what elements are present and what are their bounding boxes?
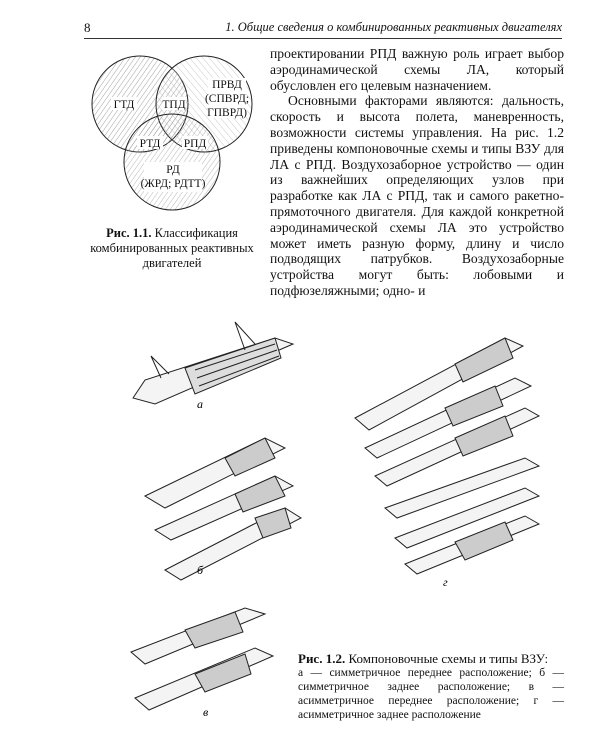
chapter-title: 1. Общие сведения о комбинированных реактивных двигателях [225, 20, 562, 34]
running-header [84, 18, 562, 39]
sub-label-v: в [203, 705, 209, 719]
sub-label-a: а [197, 397, 203, 411]
figure1-caption [84, 226, 260, 271]
label-rd-sub: (ЖРД; РДТТ) [140, 178, 206, 190]
figure1-text: Классификация комбинированных реактивных двигателей [90, 226, 254, 270]
sub-label-b: б [197, 563, 204, 577]
label-rd: РД [166, 164, 180, 176]
sub-label-g: г [443, 575, 448, 589]
label-rtd: РТД [139, 138, 161, 150]
figure2-label: Рис. 1.2. [298, 651, 346, 666]
figure2-text: а — симметричное переднее расположение; б — симметричное заднее расположение; в — асимметричное переднее расположение; г — асимметричное заднее расположение [298, 667, 564, 721]
page-number: 8 [84, 20, 91, 35]
label-prvd: ПРВД [212, 79, 242, 91]
venn-diagram [80, 52, 264, 222]
missile-g6 [405, 516, 539, 574]
label-gtd: ГТД [113, 99, 135, 111]
paragraph-2: Основными факторами являются: дальность, скорость и высота полета, маневренность, возможности системы управления. На рис. 1.2 приведены компоновочные схемы и типы ВЗУ для ЛА с РПД. Воздухозаборное устройство — один из важнейших определяющих узлов при разработке как ЛА с РПД, так и самого ракетно-прямоточного двигателя. Для каждой конкретной аэродинамической схемы ЛА это устройство может иметь разную форму, длину и число подводящих патрубков. Воздухозаборные устройства могут быть: лобовыми и подфюзеляжными; одно- и [270, 93, 564, 298]
label-rpd: РПД [183, 138, 207, 150]
label-tpd: ТПД [162, 99, 186, 111]
label-prvd-sub1: (СПВРД; [204, 93, 250, 105]
figure2-caption [298, 652, 564, 722]
body-text [270, 46, 564, 299]
paragraph-1: проектировании РПД важную роль играет выбор аэродинамической схемы ЛА, который обусловлен его целевым назначением. [270, 46, 564, 93]
missile-a [133, 322, 293, 404]
figure1-label: Рис. 1.1. [106, 226, 152, 240]
figure2-title: Компоновочные схемы и типы ВЗУ: [348, 651, 549, 666]
label-prvd-sub2: ГПВРД) [207, 107, 247, 119]
